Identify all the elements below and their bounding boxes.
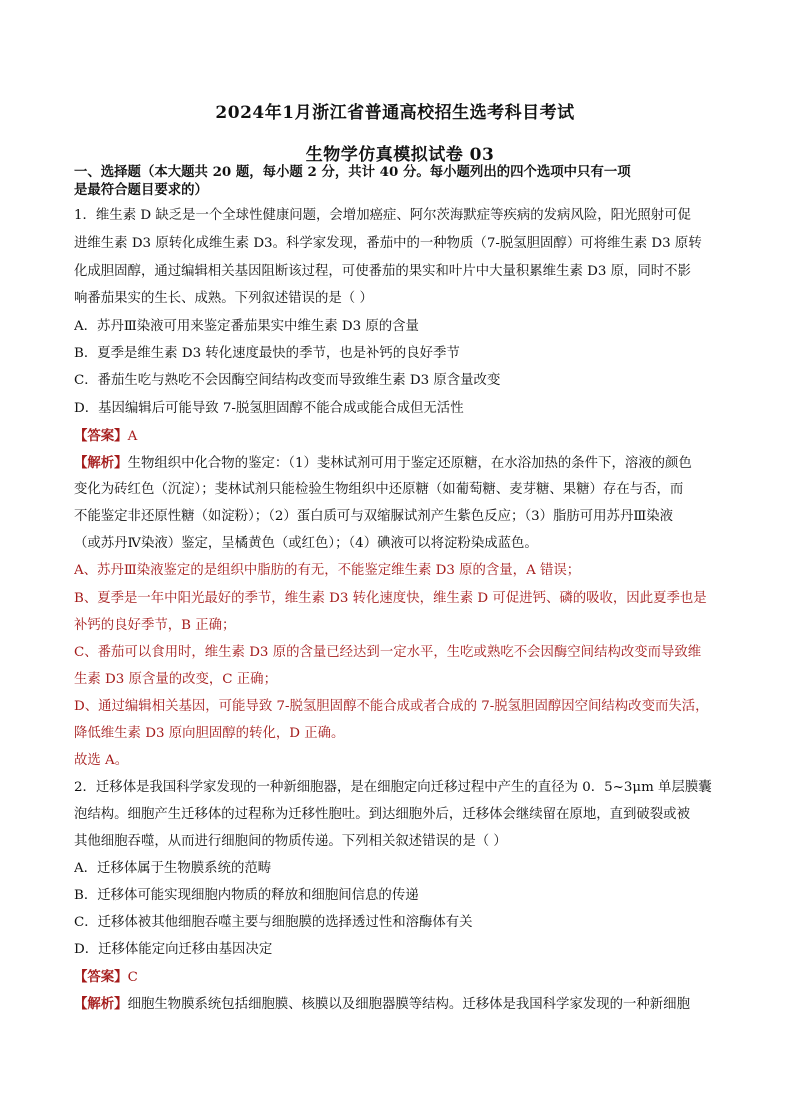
q1-conclusion: 故选 A。	[74, 753, 129, 768]
q2-analysis-line	[74, 995, 734, 1014]
section-heading-continued: 是最符合题目要求的）	[74, 182, 208, 198]
q1-explanation-line: 补钙的良好季节，B 正确；	[74, 618, 236, 633]
q2-option-c: C．迁移体被其他细胞吞噬主要与细胞膜的选择透过性和溶酶体有关	[74, 915, 473, 930]
q1-stem-line: 1．维生素 D 缺乏是一个全球性健康问题，会增加癌症、阿尔茨海默症等疾病的发病风险，阳光照射可促	[74, 208, 691, 223]
q2-stem-line: 2．迁移体是我国科学家发现的一种新细胞器，是在细胞定向迁移过程中产生的直径为 0．5~3μm 单层膜囊	[74, 780, 712, 795]
answer-label: 【答案】	[74, 969, 128, 985]
section-heading: 一、选择题（本大题共 20 题，每小题 2 分，共计 40 分。每小题列出的四个选项中只有一项	[74, 164, 631, 180]
q1-analysis-line	[74, 454, 734, 473]
analysis-text: 生物组织中化合物的鉴定：（1）斐林试剂可用于鉴定还原糖，在水浴加热的条件下，溶液的颜色	[127, 456, 692, 471]
answer-value: A	[127, 429, 138, 444]
q1-explanation-line: 降低维生素 D3 原向胆固醇的转化，D 正确。	[74, 726, 345, 741]
q1-explanation-line: 生素 D3 原含量的改变，C 正确；	[74, 672, 277, 687]
q2-option-b: B．迁移体可能实现细胞内物质的释放和细胞间信息的传递	[74, 888, 419, 903]
q2-option-a: A．迁移体属于生物膜系统的范畴	[74, 861, 272, 876]
answer-label: 【答案】	[74, 428, 128, 444]
q1-analysis-line: 变化为砖红色（沉淀）；斐林试剂只能检验生物组织中还原糖（如葡萄糖、麦芽糖、果糖）存在与否，而	[74, 482, 684, 497]
q1-explanation-line: C、番茄可以食用时，维生素 D3 原的含量已经达到一定水平，生吃或熟吃不会因酶空间结构改变而导致维	[74, 645, 702, 660]
q1-analysis-line: 不能鉴定非还原性糖（如淀粉）；（2）蛋白质可与双缩脲试剂产生紫色反应；（3）脂肪可用苏丹Ⅲ染液	[74, 509, 674, 524]
q1-option-a: A．苏丹Ⅲ染液可用来鉴定番茄果实中维生素 D3 原的含量	[74, 319, 419, 334]
q1-analysis-line: （或苏丹Ⅳ染液）鉴定，呈橘黄色（或红色）；（4）碘液可以将淀粉染成蓝色。	[74, 536, 538, 551]
q1-option-b: B．夏季是维生素 D3 转化速度最快的季节，也是补钙的良好季节	[74, 346, 460, 361]
q1-stem-line: 进维生素 D3 原转化成维生素 D3。科学家发现，番茄中的一种物质（7-脱氢胆固醇）可将维生素 D3 原转	[74, 236, 702, 251]
analysis-label: 【解析】	[74, 455, 128, 471]
q1-option-d: D．基因编辑后可能导致 7-脱氢胆固醇不能合成或能合成但无活性	[74, 401, 464, 416]
q1-explanation-line: D、通过编辑相关基因，可能导致 7-脱氢胆固醇不能合成或者合成的 7-脱氢胆固醇因空间结构改变而失活，	[74, 699, 709, 714]
page-subtitle: 生物学仿真模拟试卷 03	[305, 145, 495, 165]
q2-stem-line: 泡结构。细胞产生迁移体的过程称为迁移性胞吐。到达细胞外后，迁移体会继续留在原地，直到破裂或被	[74, 807, 690, 822]
page-title: 2024年1月浙江省普通高校招生选考科目考试	[215, 103, 575, 123]
q2-stem-line: 其他细胞吞噬，从而进行细胞间的物质传递。下列相关叙述错误的是（ ）	[74, 834, 507, 849]
analysis-label: 【解析】	[74, 996, 128, 1012]
q1-stem-line: 化成胆固醇，通过编辑相关基因阻断该过程，可使番茄的果实和叶片中大量积累维生素 D3 原，同时不影	[74, 264, 691, 279]
q1-answer	[74, 427, 734, 446]
q1-explanation-line: A、苏丹Ⅲ染液鉴定的是组织中脂肪的有无，不能鉴定维生素 D3 原的含量，A 错误；	[74, 563, 581, 578]
q1-explanation-line: B、夏季是一年中阳光最好的季节，维生素 D3 转化速度快，维生素 D 可促进钙、磷的吸收，因此夏季也是	[74, 591, 707, 606]
answer-value: C	[127, 970, 138, 985]
analysis-text: 细胞生物膜系统包括细胞膜、核膜以及细胞器膜等结构。迁移体是我国科学家发现的一种新细胞	[127, 997, 690, 1012]
q1-stem-line: 响番茄果实的生长、成熟。下列叙述错误的是（ ）	[74, 291, 373, 306]
q2-option-d: D．迁移体能定向迁移由基因决定	[74, 942, 273, 957]
q1-option-c: C．番茄生吃与熟吃不会因酶空间结构改变而导致维生素 D3 原含量改变	[74, 373, 501, 388]
q2-answer	[74, 968, 734, 987]
